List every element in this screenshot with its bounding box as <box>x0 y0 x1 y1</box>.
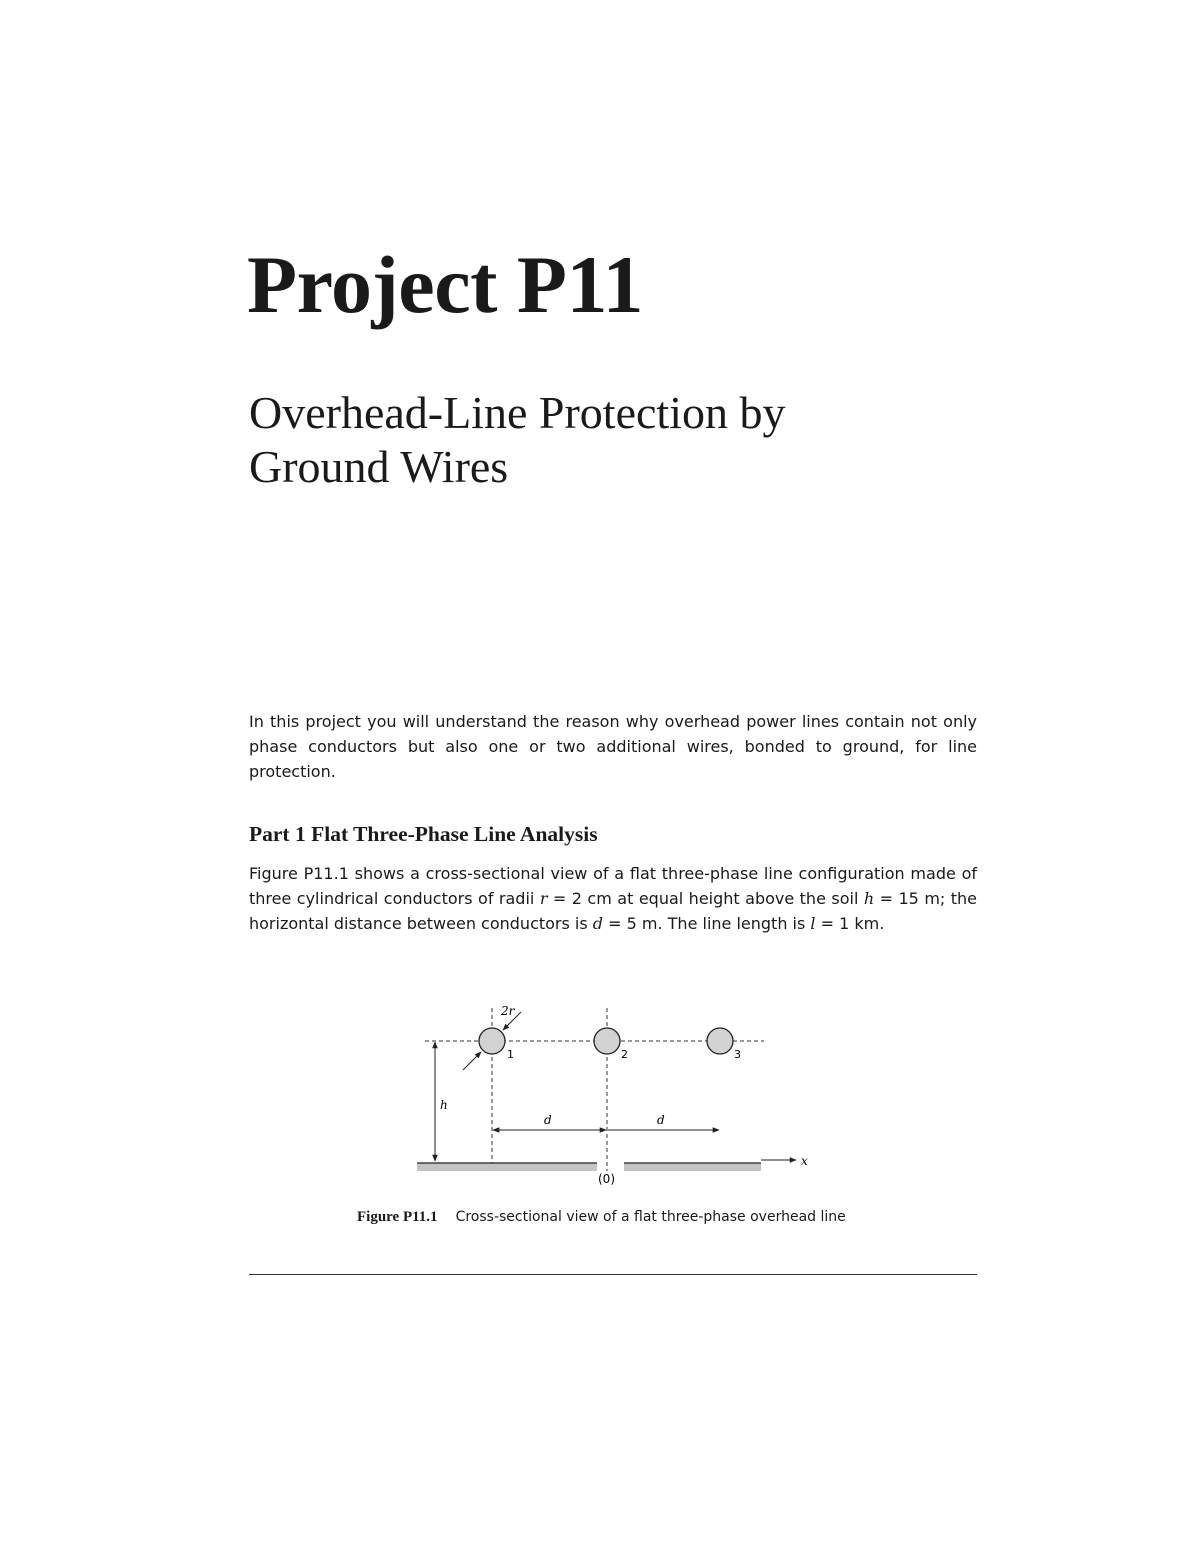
conductor-2-label: 2 <box>621 1048 628 1061</box>
symbol-h: h <box>863 889 875 908</box>
intro-paragraph: In this project you will understand the reason why overhead power lines contain not only phase conductors but also one or two additional wires, bonded to ground, for line protection. <box>249 712 977 781</box>
diameter-label: 2r <box>501 1004 515 1018</box>
symbol-l: l <box>810 914 816 933</box>
part-1-text-5: . <box>879 914 885 933</box>
chapter-subtitle-line-1: Overhead-Line Protection by <box>249 387 786 438</box>
value-d: = 5 m <box>603 914 658 933</box>
part-1-text-4: . The line length is <box>657 914 811 933</box>
x-axis-label: x <box>801 1154 808 1168</box>
conductor-3-label: 3 <box>734 1048 741 1061</box>
chapter-title: Project P11 <box>247 239 643 330</box>
spacing-label-right: d <box>657 1113 665 1127</box>
part-1-paragraph <box>249 861 977 936</box>
ground-strip-right <box>624 1163 761 1171</box>
conductor-1-label: 1 <box>507 1048 514 1061</box>
conductor-3 <box>707 1028 733 1054</box>
part-1-text-3: ; the horizontal distance between conductors is <box>249 889 978 933</box>
value-l: = 1 km <box>815 914 880 933</box>
chapter-subtitle-line-2: Ground Wires <box>249 441 509 492</box>
origin-label: (0) <box>598 1172 615 1186</box>
part-1-heading: Part 1 Flat Three-Phase Line Analysis <box>249 822 598 846</box>
line-cross-section-diagram <box>400 990 820 1190</box>
value-r: = 2 cm <box>547 889 612 908</box>
conductor-1 <box>479 1028 505 1054</box>
figure-caption-label: Figure P11.1 <box>357 1209 438 1225</box>
figure-caption <box>357 1209 846 1226</box>
part-1-text-2: at equal height above the soil <box>611 889 864 908</box>
chapter-subtitle <box>249 386 785 494</box>
diameter-arrow-bottom <box>463 1052 481 1070</box>
conductor-2 <box>594 1028 620 1054</box>
footer-rule <box>249 1274 977 1275</box>
figure-caption-text: Cross-sectional view of a flat three-phase overhead line <box>455 1209 846 1225</box>
spacing-label-left: d <box>544 1113 552 1127</box>
symbol-r: r <box>539 889 548 908</box>
value-h: = 15 m <box>874 889 940 908</box>
figure-p11-1 <box>400 990 820 1190</box>
part-1-text-1: Figure P11.1 shows a cross-sectional view of a flat three-phase line configuration made of three cylindrical conductors of radii <box>249 864 977 908</box>
symbol-d: d <box>592 914 604 933</box>
ground-strip-left <box>417 1163 597 1171</box>
height-label: h <box>440 1098 448 1112</box>
